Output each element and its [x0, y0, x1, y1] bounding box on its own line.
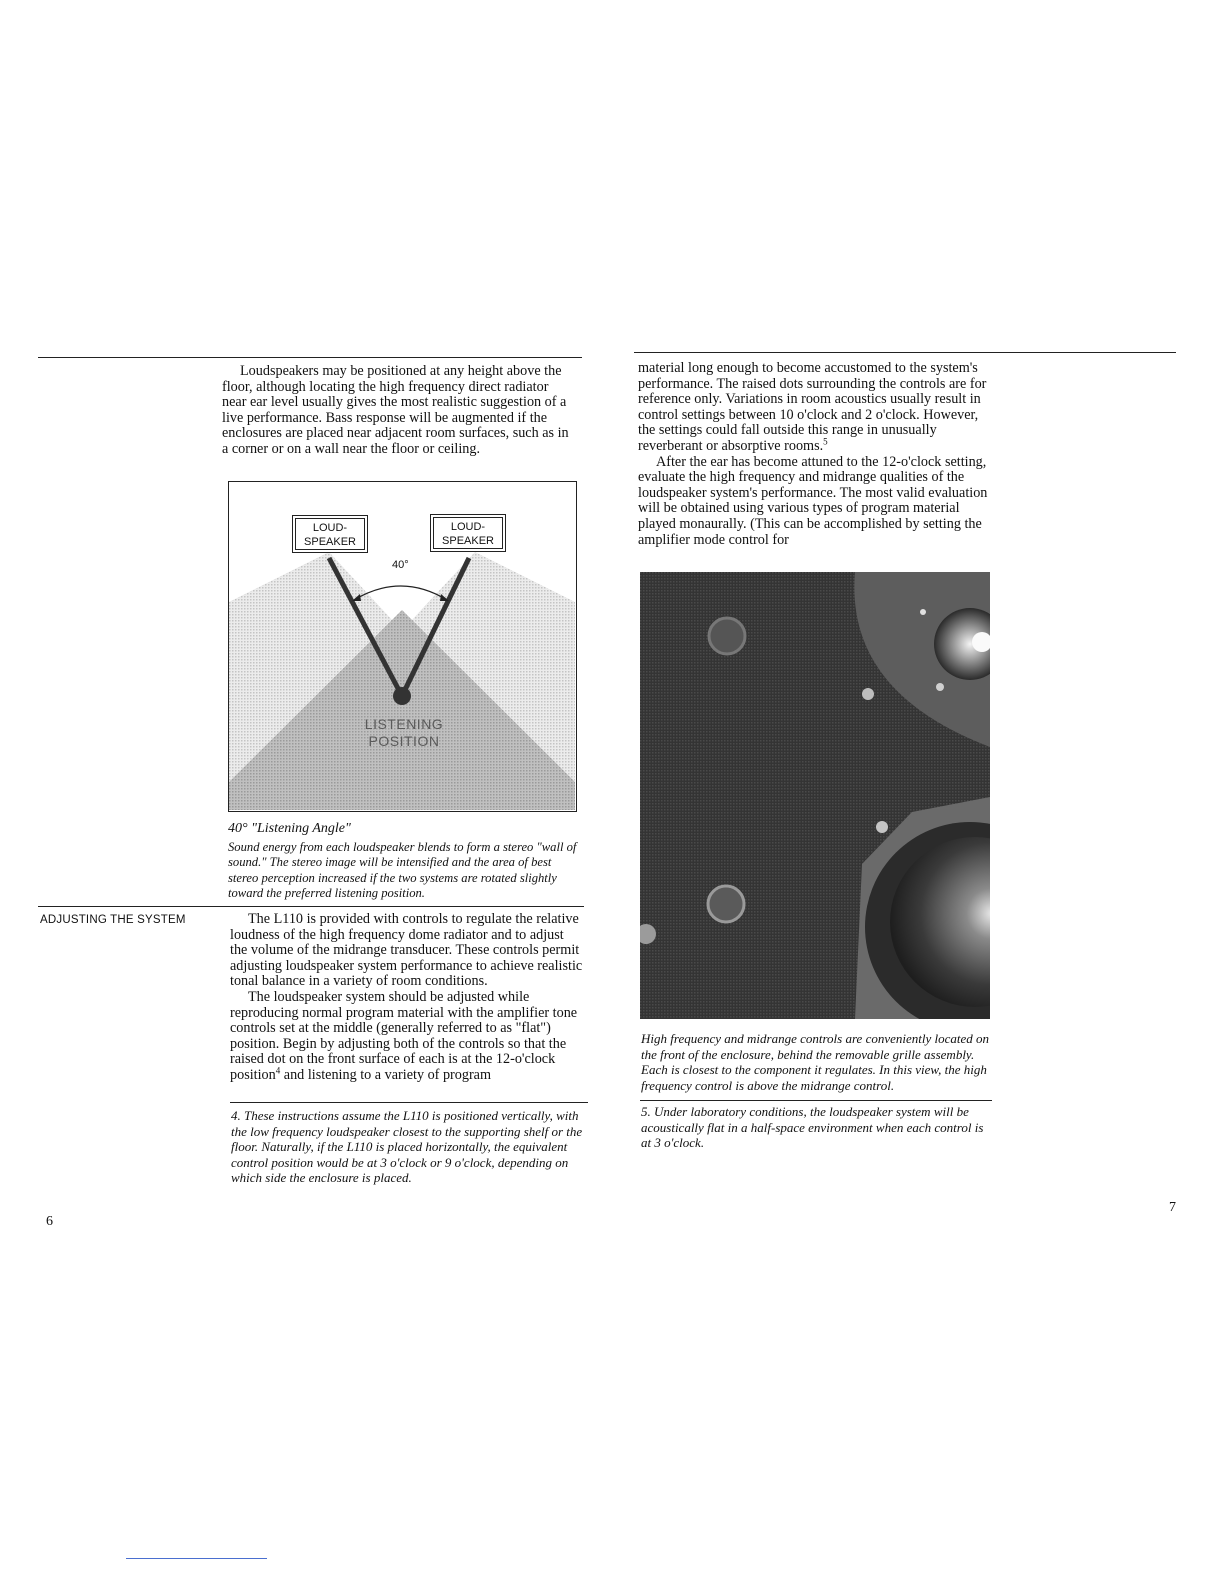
speaker-right-line1: LOUD- — [450, 521, 486, 533]
speaker-right-line2: SPEAKER — [442, 535, 494, 547]
screw-1 — [862, 688, 874, 700]
adjust-paragraphs — [230, 912, 584, 1084]
adjust-p1: The L110 is provided with controls to regulate the relative loudness of the high frequency dome radiator and to adjust the volume of the midrange transducer. These controls permit adjusting loudspeaker system performance to achieve realistic tonal balance in a variety of room conditions. — [230, 911, 583, 990]
screw-2 — [936, 683, 944, 691]
midrange-control-knob — [708, 886, 744, 922]
listening-angle-diagram — [228, 481, 577, 812]
midrange-frame-screw — [876, 821, 888, 833]
high-frequency-control-knob — [709, 618, 745, 654]
top-rule-right — [634, 352, 1176, 353]
listening-line2: POSITION — [368, 733, 440, 749]
footnote-ref-4: 4 — [275, 1065, 281, 1076]
page-number-left: 6 — [46, 1214, 53, 1229]
footnote-ref-5: 5 — [823, 436, 828, 447]
adjust-p2-text: The loudspeaker system should be adjusted while reproducing normal program material with the amplifier tone controls set at the middle (generally referred to as "flat") position. Begin by adjusting both of the controls so that the raised dot on the front surface of each is at the 12-o'clock position — [230, 988, 578, 1083]
bottom-margin-rule — [126, 1558, 267, 1559]
speaker-left-line1: LOUD- — [312, 522, 348, 534]
photo-caption: High frequency and midrange controls are conveniently located on the front of the enclosure, behind the removable grille assembly. Each is closest to the component it regulates. In this view, the high frequency control is above the midrange control. — [641, 1031, 990, 1093]
screw-3 — [920, 609, 926, 615]
listening-position-label — [349, 716, 459, 750]
speaker-left-box — [295, 518, 365, 550]
section-heading: ADJUSTING THE SYSTEM — [40, 914, 186, 926]
section-rule-left — [38, 906, 584, 907]
angle-label: 40° — [392, 559, 409, 571]
page-number-right: 7 — [1169, 1200, 1176, 1215]
footnote-rule-left — [230, 1102, 588, 1103]
photo-svg — [640, 572, 990, 1019]
speaker-right-box — [433, 517, 503, 549]
right-p1 — [638, 361, 996, 455]
footnote-rule-right — [640, 1100, 992, 1101]
footnote-5: 5. Under laboratory conditions, the loudspeaker system will be acoustically flat in a half-space environment when each control is at 3 o'clock. — [641, 1104, 984, 1151]
caption-title: 40° "Listening Angle" — [228, 821, 351, 836]
caption-body: Sound energy from each loudspeaker blends to form a stereo "wall of sound." The stereo image will be intensified and the area of best stereo perception increased if the two systems are rotated slightly toward the preferred listening position. — [228, 840, 577, 901]
intro-paragraph — [222, 364, 574, 458]
top-rule-left — [38, 357, 582, 358]
footnote-4: 4. These instructions assume the L110 is positioned vertically, with the low frequency loudspeaker closest to the supporting shelf or the floor. Naturally, if the L110 is placed horizontally, the equivalent control position would be at 3 o'clock or 9 o'clock, depending on which side the enclosure is placed. — [231, 1108, 583, 1186]
adjust-p2 — [230, 990, 584, 1084]
intro-text: Loudspeakers may be positioned at any height above the floor, although locating the high frequency direct radiator near ear level usually gives the most realistic suggestion of a live performance. Bass response will be augmented if the enclosures are placed near adjacent room surfaces, such as in a corner or on a wall near the floor or ceiling. — [222, 363, 569, 457]
adjust-p2-end: and listening to a variety of program — [280, 1066, 492, 1083]
diagram-caption — [228, 820, 578, 902]
right-paragraphs — [638, 361, 996, 548]
speaker-left-line2: SPEAKER — [304, 536, 356, 548]
controls-photo — [640, 572, 990, 1019]
listener-dot — [393, 687, 411, 705]
right-p2: After the ear has become attuned to the 12-o'clock setting, evaluate the high frequency and midrange qualities of the loudspeaker system's performance. The most valid evaluation will be obtained using various types of program material played monaurally. (This can be accomplished by setting the amplifier mode control for — [638, 453, 988, 548]
diagram-svg — [229, 482, 575, 810]
listening-line1: LISTENING — [364, 716, 444, 732]
right-p1-text: material long enough to become accustomed to the system's performance. The raised dots surrounding the controls are for reference only. Variations in room acoustics usually result in control settings between 10 o'clock and 2 o'clock. However, the settings could fall outside this range in unusually reverberant or absorptive rooms. — [638, 360, 987, 454]
